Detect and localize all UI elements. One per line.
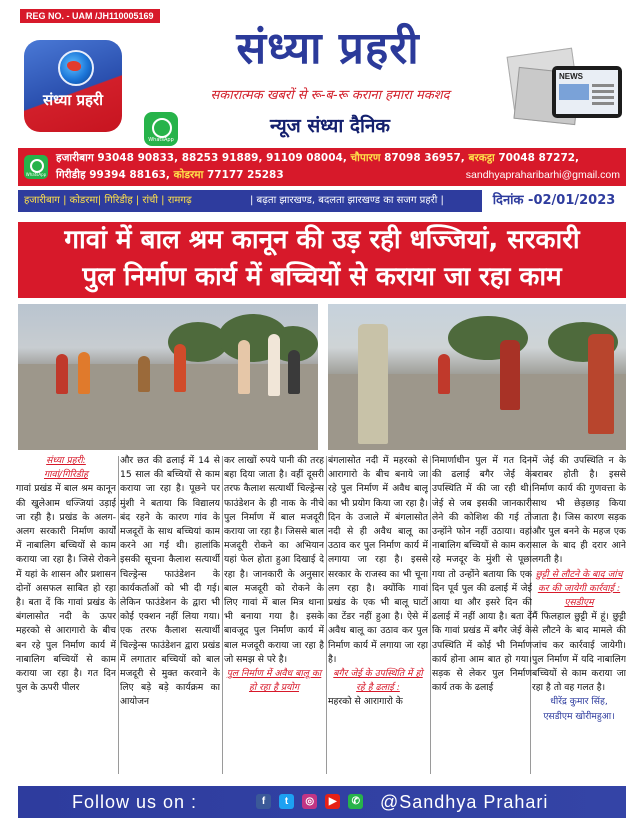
column-divider (326, 456, 327, 774)
article-text: और छत की ढलाई में 14 से 15 साल की बच्चियों से काम कराया जा रहा है। पूछने पर मुंशी ने बताया कि विद्यालय बंद रहने के कारण गांव के मजदूरों के साथ बच्चियां काम करने आ गई थी। हालांकि इसकी सूचना कैलाश सत्यार्थी चिल्ड्रेन्स फाउंडेशन के कार्यकर्ताओं को भी दी गई। लेकिन फाउंडेशन के द्वारा भी कोई एक्शन नहीं लिया गया। एक तरफ कैलाश सत्यार्थी चिल्ड्रेन्स फाउंडेशन द्वारा प्रखंड में लगातार बच्चियों को बाल मजदूरी से मुक्त करवाने के लिए बड़े बड़े कार्यक्रम का आयोजन (120, 455, 220, 708)
facebook-icon[interactable]: f (256, 794, 271, 809)
contact-email[interactable]: sandhyapraharibarhi@gmail.com (465, 169, 620, 181)
news-photo-bridge-workers (328, 304, 626, 450)
issue-date: दिनांक -02/01/2023 (482, 190, 626, 212)
article-text: मैं फिलहाल छुट्टी में हूं। छुट्टी से लौटने के बाद मामले की जांच कर कार्रवाई जायेगी। पुल निर्माण में यदि नाबालिग बच्चियों से काम कराया जा रहा है तो वह गलत है। (532, 611, 626, 694)
phone-numbers: 70048 87272, (498, 152, 580, 164)
city-label: कोडरमा (173, 169, 204, 181)
column-divider (222, 456, 223, 774)
news-photo-bridge-workers (18, 304, 318, 450)
masthead-subtitle: न्यूज संध्या दैनिक (269, 115, 391, 137)
article-column-4 (328, 454, 428, 778)
city-label: हजारीबाग (56, 152, 94, 164)
masthead-tagline: सकारात्मक खबरों से रू-ब-रू कराना हमारा मकशद (210, 88, 450, 103)
masthead-title: संध्या प्रहरी (236, 23, 420, 74)
phone-numbers: 99394 88163, (89, 169, 170, 181)
footer-bar (18, 786, 626, 818)
official-name: धीरेंद्र कुमार सिंह, (550, 696, 608, 708)
publication-logo (24, 40, 122, 132)
article-text: निमार्णाधीन पुल में गत दिन की ढलाई बगैर जेई के उपस्थिति में की जा रही थी। जेई से जब इसकी जानकारी लेने की कोशिश की गई तो उन्होंने फोन नहीं उठाया। वहां नाबालिग बच्चियों से काम करा रहे मजदूर के मुंशी से पूछा गया तो उन्होंने बताया कि एक दिन पूर्व पुल की ढलाई में जेई आया था और इसरे दिन की ढलाई में नहीं आया है। बता दें कि गावां प्रखंड में बगैर जेई के उपस्थिति में कोई भी निर्माण कार्य होना आम बात हो गया। सड़क से लेकर पुल निर्माण कार्य तक के ढलाई (432, 455, 532, 694)
globe-icon (58, 50, 94, 86)
contact-numbers-line2 (56, 168, 284, 183)
youtube-icon[interactable]: ▶ (325, 794, 340, 809)
article-text: बंगलासोत नदी में महरको से आरागारो के बीच बनाये जा रहे पुल निर्माण में अवैध बालू का भी प्रयोग किया जा रहा है। दिन के उजाले में बंगलासोत नदी से ही अवैध बालू का उठाव कर पुल निर्माण कार्य में लगाया जा रहा है। इससे सरकार के राजस्व का भी चूना लग रहा है। क्योंकि गावां प्रखंड के एक भी बालू घाटों का टेंडर नहीं हुआ है। ऐसे में अवैध बालू का उठाव कर पुल निर्माण कार्य में लगाया जा रहा है। (328, 455, 428, 665)
headline-line: गावां में बाल श्रम कानून की उड़ रही धज्जियां, सरकारी (64, 225, 580, 255)
social-handle[interactable]: @Sandhya Prahari (380, 792, 549, 812)
city-label: बरकट्ठा (468, 152, 495, 164)
social-icons (256, 794, 366, 810)
article-column-5 (432, 454, 532, 778)
article-text: में जेई की उपस्थिति न के बराबर होती है। इससे निर्माण कार्य की गुणवत्ता के साथ भी छेड़छाड़ किया जाता है। जिस कारण सड़क और पुल बनने के महज एक साल के बाद ही दरार आने लगती है। (532, 455, 626, 566)
article-text: महरको से आरागारो के (328, 696, 403, 708)
follow-us-text: Follow us on : (72, 792, 198, 812)
logo-text: संध्या प्रहरी (42, 91, 104, 109)
newspaper-tablet-illustration: NEWS (508, 42, 626, 136)
article-subhead: पुल निर्माण में अवैध बालू का हो रहा है प्रयोग (226, 668, 322, 694)
headline-line: पुल निर्माण कार्य में बच्चियों से कराया जा रहा काम (82, 262, 562, 292)
phone-numbers: 77177 25283 (206, 169, 284, 181)
contact-numbers-line1 (56, 151, 622, 166)
edition-locations: हजारीबाग | कोडरमा| गिरिडीह | रांची | रामगढ़ (24, 195, 192, 206)
main-headline (18, 222, 626, 298)
article-text: कर लाखों रुपये पानी की तरह बहा दिया जाता है। वहीं दूसरी तरफ कैलाश सत्यार्थी चिल्ड्रेन्स फाउंडेशन के ही नाक के नीचे पुल निर्माण में बाल मजदूरी कराया जा रहा है। जिससे बाल मजदूरी रोकने का अभियान यहां फेल होता हुआ दिखाई दे रहा है। जानकारी के अनुसार बाल मजदूरी को रोकने के लिए गावां में बाल मित्र थाना भी बनाया गया है। इसके बावजूद पुल निर्माण कार्य में बाल मजदूरी कराया जा रहा है जो समझ से परे है। (224, 455, 324, 665)
article-subhead: छुट्टी से लौटने के बाद जांच कर की जायेगी कार्रवाई : एसडीएम (535, 568, 623, 609)
instagram-icon[interactable]: ◎ (302, 794, 317, 809)
contact-bar (18, 148, 626, 186)
official-title: एसडीएम खोरीमहुआ। (543, 710, 615, 722)
edition-slogan: | बढ़ता झारखण्ड, बदलता झारखण्ड का सजग प्रहरी | (250, 195, 444, 206)
byline: संध्या प्रहरी: (46, 455, 86, 466)
column-divider (118, 456, 119, 774)
whatsapp-icon: WhatsApp (24, 155, 48, 179)
article-column-3 (224, 454, 324, 778)
byline-location: गावां/गिरिडीह (44, 469, 88, 481)
article-column-1 (16, 454, 116, 778)
edition-bar (18, 190, 626, 212)
city-label: चौपारण (350, 152, 381, 164)
article-subhead: बगैर जेई के उपस्थिति में हो रहे है ढलाई : (333, 668, 423, 694)
phone-numbers: 87098 36957, (384, 152, 465, 164)
whatsapp-label: WhatsApp (148, 137, 174, 143)
twitter-icon[interactable]: t (279, 794, 294, 809)
article-text: गावां प्रखंड में बाल श्रम कानून की खुलेआम धज्जियां उड़ाई जा रही है। प्रखंड के अलग-अलग सरकारी निर्माण कार्यों में नाबालिग बच्चियों से काम कराया जा रहा है। जिसे रोकने में यहां के शासन और प्रशासन दोनों असफल साबित हो रहा है। बता दें कि गावां प्रखंड के बंगलासोत नदी के ऊपर महरको से आरागारो के बीच बन रहे पुल निर्माण कार्य में नाबालिग बच्चियों से काम कराया जा रहा है। गत दिन पुल के ऊपरी पीलर (16, 483, 116, 694)
column-divider (430, 456, 431, 774)
registration-number: REG NO. - UAM /JH110005169 (20, 9, 160, 23)
article-column-6 (532, 454, 626, 778)
phone-numbers: 93048 90833, 88253 91889, 91109 08004, (97, 152, 347, 164)
city-label: गिरीडीह (56, 169, 86, 181)
whatsapp-icon (144, 112, 178, 146)
article-column-2 (120, 454, 220, 778)
whatsapp-icon[interactable]: ✆ (348, 794, 363, 809)
